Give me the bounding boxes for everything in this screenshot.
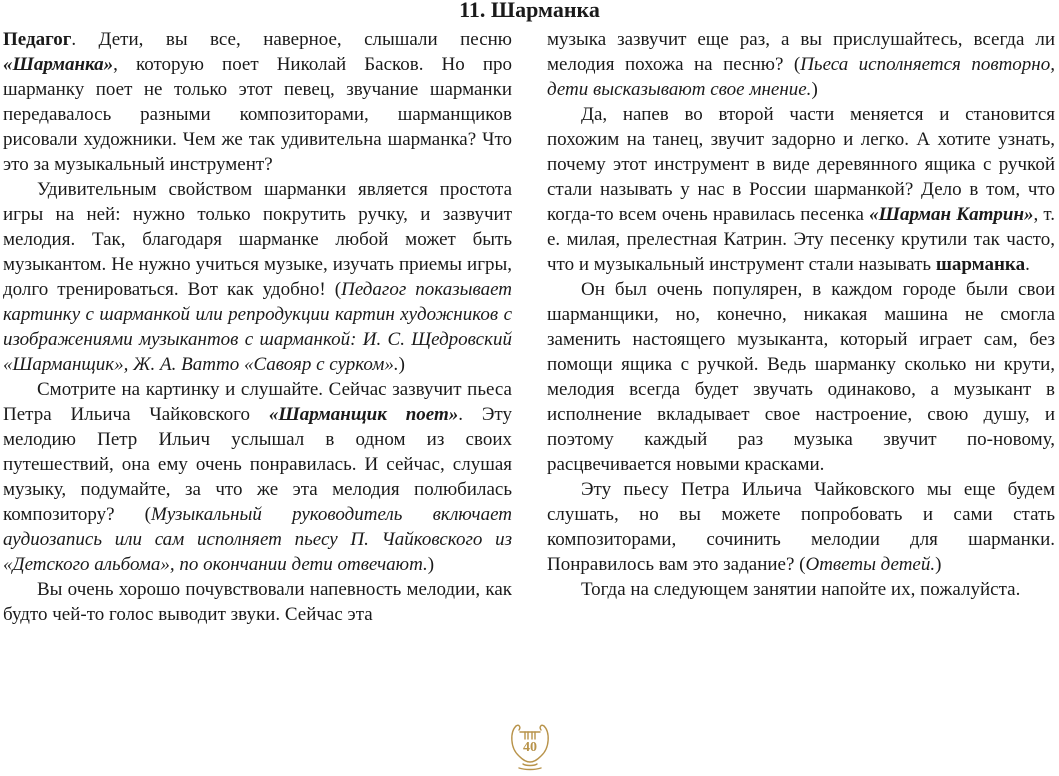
text-run: Да, напев во второй части меняется и становится похожим на танец, звучит задорно и легко. А хотите узнать, почему этот инструмент в виде деревянного ящика с ручкой стали называть у нас в России шарманкой? Дело в том, что когда-то всем очень нравилась песенка [547, 104, 1055, 225]
paragraph [3, 27, 512, 177]
text-run: Удивительным свойством шарманки является простота игры на ней: нужно только покрутить ручку, и зазвучит мелодия. Так, благодаря шарманке любой может быть музыкантом. Не нужно учиться музыке, изучать приемы игры, долго тренироваться. Вот как удобно! ( [3, 179, 512, 300]
paragraph [3, 577, 512, 627]
paragraph [547, 477, 1055, 577]
paragraph [547, 277, 1055, 477]
text-run: . Эту мелодию Петр Ильич услышал в одном из своих путешествий, она ему очень понравилась. И сейчас, слушая музыку, подумайте, за что же эта мелодия полюбилась композитору? ( [3, 404, 512, 525]
song-title: «Шарман Катрин» [869, 204, 1034, 225]
text-run: ) [811, 79, 818, 100]
text-run: Эту пьесу Петра Ильича Чайковского мы еще будем слушать, но вы можете попробовать и сами стать композиторами, сочинить мелодии для шарманки. Понравилось вам это задание? ( [547, 479, 1055, 575]
right-column [547, 27, 1055, 602]
left-column [3, 27, 512, 627]
song-title: «Шарманка» [3, 54, 114, 75]
text-run: , которую поет Николай Басков. Но про шарманку поет не только этот певец, звучание шарманки передавалось разными композиторами, шарманщиков рисовали художники. Чем же так удивительна шарманка? Что это за музыкальный инструмент? [3, 54, 512, 175]
page-title: 11. Шарманка [459, 0, 600, 22]
text-run: . Дети, вы все, наверное, слышали песню [71, 29, 512, 50]
stage-direction: Пьеса исполняется повторно, дети высказывают свое мнение. [547, 54, 1055, 100]
text-run: Вы очень хорошо почувствовали напевность мелодии, как будто чей-то голос выводит звуки. Сейчас эта [3, 579, 512, 625]
piece-title: «Шарманщик поет» [268, 404, 459, 425]
page-number: 40 [523, 740, 537, 755]
text-run: ) [398, 354, 405, 375]
bold-term: шарманка [935, 254, 1026, 275]
paragraph [547, 102, 1055, 277]
text-run: Он был очень популярен, в каждом городе были свои шарманщики, но, конечно, никакая машина не смогла заменить настоящего музыканта, который играет сам, без помощи ящика с ручкой. Ведь шарманку сколько ни крути, мелодия всегда будет звучать одинаково, а музыкант в исполнение вкладывает свое настроение, свою душу, и поэтому каждый раз музыка звучит по-новому, расцвечивается новыми красками. [547, 279, 1055, 475]
paragraph [547, 577, 1055, 602]
text-run: ) [935, 554, 942, 575]
stage-direction: Ответы детей. [805, 554, 936, 575]
paragraph [3, 177, 512, 377]
text-run: . [1025, 254, 1030, 275]
text-run: Смотрите на картинку и слушайте. Сейчас зазвучит пьеса Петра Ильича Чайковского [3, 379, 512, 425]
text-run: ) [427, 554, 435, 575]
text-run: , т. е. милая, прелестная Катрин. Эту песенку крутили так часто, что и музыкальный инструмент стали называть [547, 204, 1056, 275]
text-run: Тогда на следующем занятии напойте их, пожалуйста. [581, 579, 1021, 600]
stage-direction: Музыкальный руководитель включает аудиозапись или сам исполняет пьесу П. Чайковского из «Детского альбома», по окончании дети отвечают. [3, 504, 512, 575]
text-run: музыка зазвучит еще раз, а вы прислушайтесь, всегда ли мелодия похожа на песню? ( [547, 29, 1055, 75]
speaker-label: Педагог [3, 29, 72, 50]
paragraph-continuation [547, 27, 1055, 102]
paragraph [3, 377, 512, 577]
stage-direction: Педагог показывает картинку с шарманкой или репродукции картин художников с изображениями музыкантов с шарманкой: И. С. Щедровский «Шарманщик», Ж. А. Ватто «Савояр с сурком». [3, 279, 512, 375]
